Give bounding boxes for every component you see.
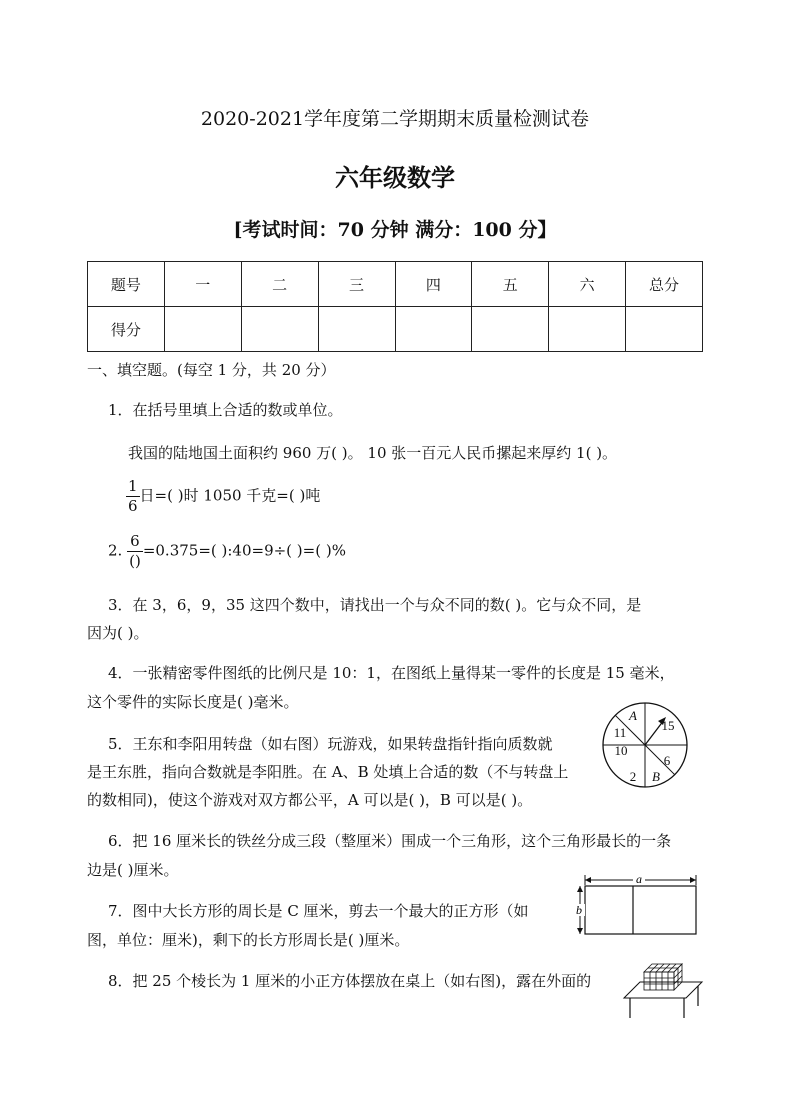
spinner-label: A	[629, 708, 637, 723]
q4-line1: 4．一张精密零件图纸的比例尺是 10：1，在图纸上量得某一零件的长度是 15 毫米，	[108, 664, 675, 682]
score-header-cell: 三	[318, 262, 395, 307]
score-header-cell: 六	[549, 262, 626, 307]
exam-title: 2020-2021学年度第二学期期末质量检测试卷	[200, 108, 590, 130]
score-cell[interactable]	[626, 307, 703, 352]
score-cell[interactable]	[549, 307, 626, 352]
score-cell[interactable]	[395, 307, 472, 352]
q1-fraction: $\frac{1}{6}$	[128, 477, 138, 515]
q4-line2: 这个零件的实际长度是( )毫米。	[87, 693, 299, 711]
score-header-cell: 总分	[626, 262, 703, 307]
score-header-cell: 四	[395, 262, 472, 307]
q7-line1: 7．图中大长方形的周长是 C 厘米，剪去一个最大的正方形（如	[108, 902, 529, 920]
score-table	[87, 261, 703, 352]
score-row-label: 得分	[88, 307, 165, 352]
spinner-label: B	[652, 769, 660, 784]
score-header-cell: 五	[472, 262, 549, 307]
label-b: b	[576, 903, 582, 917]
spinner-label: 15	[661, 718, 675, 733]
score-header-cell: 一	[164, 262, 241, 307]
q6-line2: 边是( )厘米。	[87, 861, 179, 879]
q1-stem: 1．在括号里填上合适的数或单位。	[108, 401, 343, 419]
q8-line1: 8．把 25 个棱长为 1 厘米的小正方体摆放在桌上（如右图)，露在外面的	[108, 972, 592, 990]
score-cell[interactable]	[241, 307, 318, 352]
exam-info: [考试时间：70 分钟 满分：100 分】	[233, 219, 557, 241]
q5-line3: 的数相同)，使这个游戏对双方都公平，A 可以是( )，B 可以是( )。	[87, 791, 533, 809]
cube-stack	[644, 964, 682, 990]
label-a: a	[636, 872, 642, 886]
rectangle-figure	[573, 870, 705, 938]
spinner-label: 2	[629, 769, 637, 784]
score-cell[interactable]	[472, 307, 549, 352]
cubes-on-table-figure	[620, 960, 706, 1020]
spinner-label: 11	[613, 725, 627, 740]
score-cell[interactable]	[318, 307, 395, 352]
q3-line1: 3．在 3，6，9，35 这四个数中，请找出一个与众不同的数( )。它与众不同，是	[108, 596, 642, 614]
q5-line2: 是王东胜，指向合数就是李阳胜。在 A、B 处填上合适的数（不与转盘上	[87, 763, 569, 781]
q6-line1: 6．把 16 厘米长的铁丝分成三段（整厘米）围成一个三角形，这个三角形最长的一条	[108, 832, 672, 850]
score-table-score-row	[88, 307, 703, 352]
section-1-title: 一、填空题。(每空 1 分，共 20 分）	[87, 361, 336, 379]
spinner-label: 6	[663, 753, 671, 768]
spinner-label: 10	[614, 743, 628, 758]
q1-line2: $\frac{1}{6}$ 日=( )时 1050 千克=( )吨	[128, 477, 321, 515]
spinner-figure	[600, 700, 690, 790]
q7-line2: 图，单位：厘米)，剩下的长方形周长是( )厘米。	[87, 931, 410, 949]
q5-line1: 5．王东和李阳用转盘（如右图）玩游戏，如果转盘指针指向质数就	[108, 735, 553, 753]
q3-line2: 因为( )。	[87, 624, 149, 642]
score-header-cell: 二	[241, 262, 318, 307]
q2: 2. $\frac{6}{()}$ =0.375=( ):40=9÷( )=( )%	[108, 532, 346, 570]
big-rectangle	[585, 886, 696, 934]
q1-line1: 我国的陆地国土面积约 960 万( )。 10 张一百元人民币摞起来厚约 1( )。	[128, 444, 618, 462]
score-header-cell: 题号	[88, 262, 165, 307]
score-table-header-row	[88, 262, 703, 307]
subject-title: 六年级数学	[335, 163, 455, 192]
q2-fraction: $\frac{6}{()}$	[129, 532, 141, 570]
score-cell[interactable]	[164, 307, 241, 352]
